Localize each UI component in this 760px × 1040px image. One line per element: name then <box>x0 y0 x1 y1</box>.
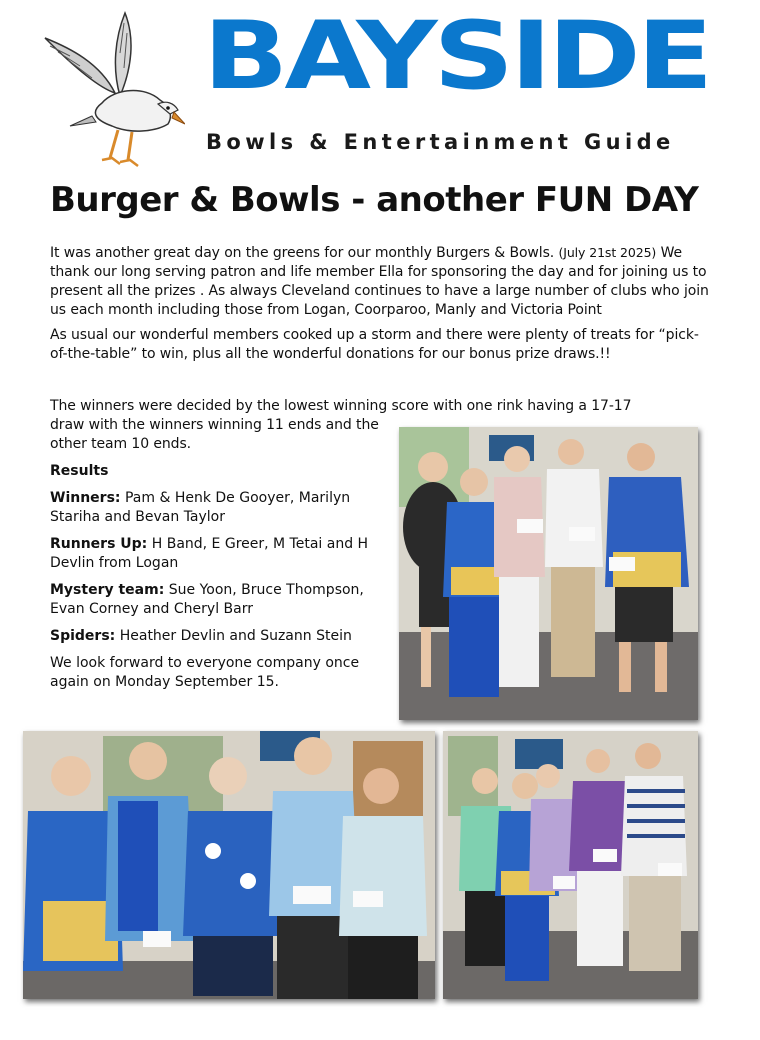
result-item <box>50 489 385 527</box>
winners-photo <box>399 427 698 720</box>
intro-line: It was another great day on the greens for our monthly Burgers & Bowls. <box>50 245 555 261</box>
result-text: Pam & Henk De Gooyer, Marilyn Stariha and Bevan Taylor <box>50 490 351 525</box>
result-text: Sue Yoon, Bruce Thompson, Evan Corney and Cheryl Barr <box>50 582 364 617</box>
scoring-line: The winners were decided by the lowest winning score with one rink having a 17-17 <box>50 398 632 414</box>
result-label: Runners Up: <box>50 536 148 552</box>
intro-paragraph <box>50 243 710 320</box>
result-item <box>50 535 385 573</box>
brand-tagline: Bowls & Entertainment Guide <box>206 130 675 154</box>
result-text: Heather Devlin and Suzann Stein <box>119 628 352 644</box>
scoring-rest: draw with the winners winning 11 ends and the other team 10 ends. <box>50 417 379 452</box>
closing-text: We look forward to everyone company once again on Monday September 15. <box>50 655 360 690</box>
result-label: Winners: <box>50 490 121 506</box>
group-photo-left <box>23 731 435 999</box>
result-item <box>50 581 385 619</box>
paragraph-cooking: As usual our wonderful members cooked up a storm and there were plenty of treats for “pick-of-the-table” to win, plus all the wonderful donations for our bonus prize draws.!! <box>50 327 699 362</box>
result-label: Mystery team: <box>50 582 165 598</box>
results-section <box>50 462 385 700</box>
article-headline: Burger & Bowls - another FUN DAY <box>50 180 699 220</box>
group-photo-right <box>443 731 698 999</box>
result-text: H Band, E Greer, M Tetai and H Devlin from Logan <box>50 536 369 571</box>
results-heading: Results <box>50 463 109 479</box>
brand-title: BAYSIDE <box>203 1 710 111</box>
article-intro <box>50 243 710 370</box>
intro-date: (July 21st 2025) <box>558 245 657 260</box>
result-label: Spiders: <box>50 628 116 644</box>
seagull-logo-icon <box>40 8 185 178</box>
result-item <box>50 627 385 646</box>
intro-rest: We thank our long serving patron and life member Ella for sponsoring the day and for joining us to present all the prizes . As always Cleveland continues to have a large number of clubs who join us each month including those from Logan, Coorparoo, Manly and Victoria Point <box>50 245 709 318</box>
